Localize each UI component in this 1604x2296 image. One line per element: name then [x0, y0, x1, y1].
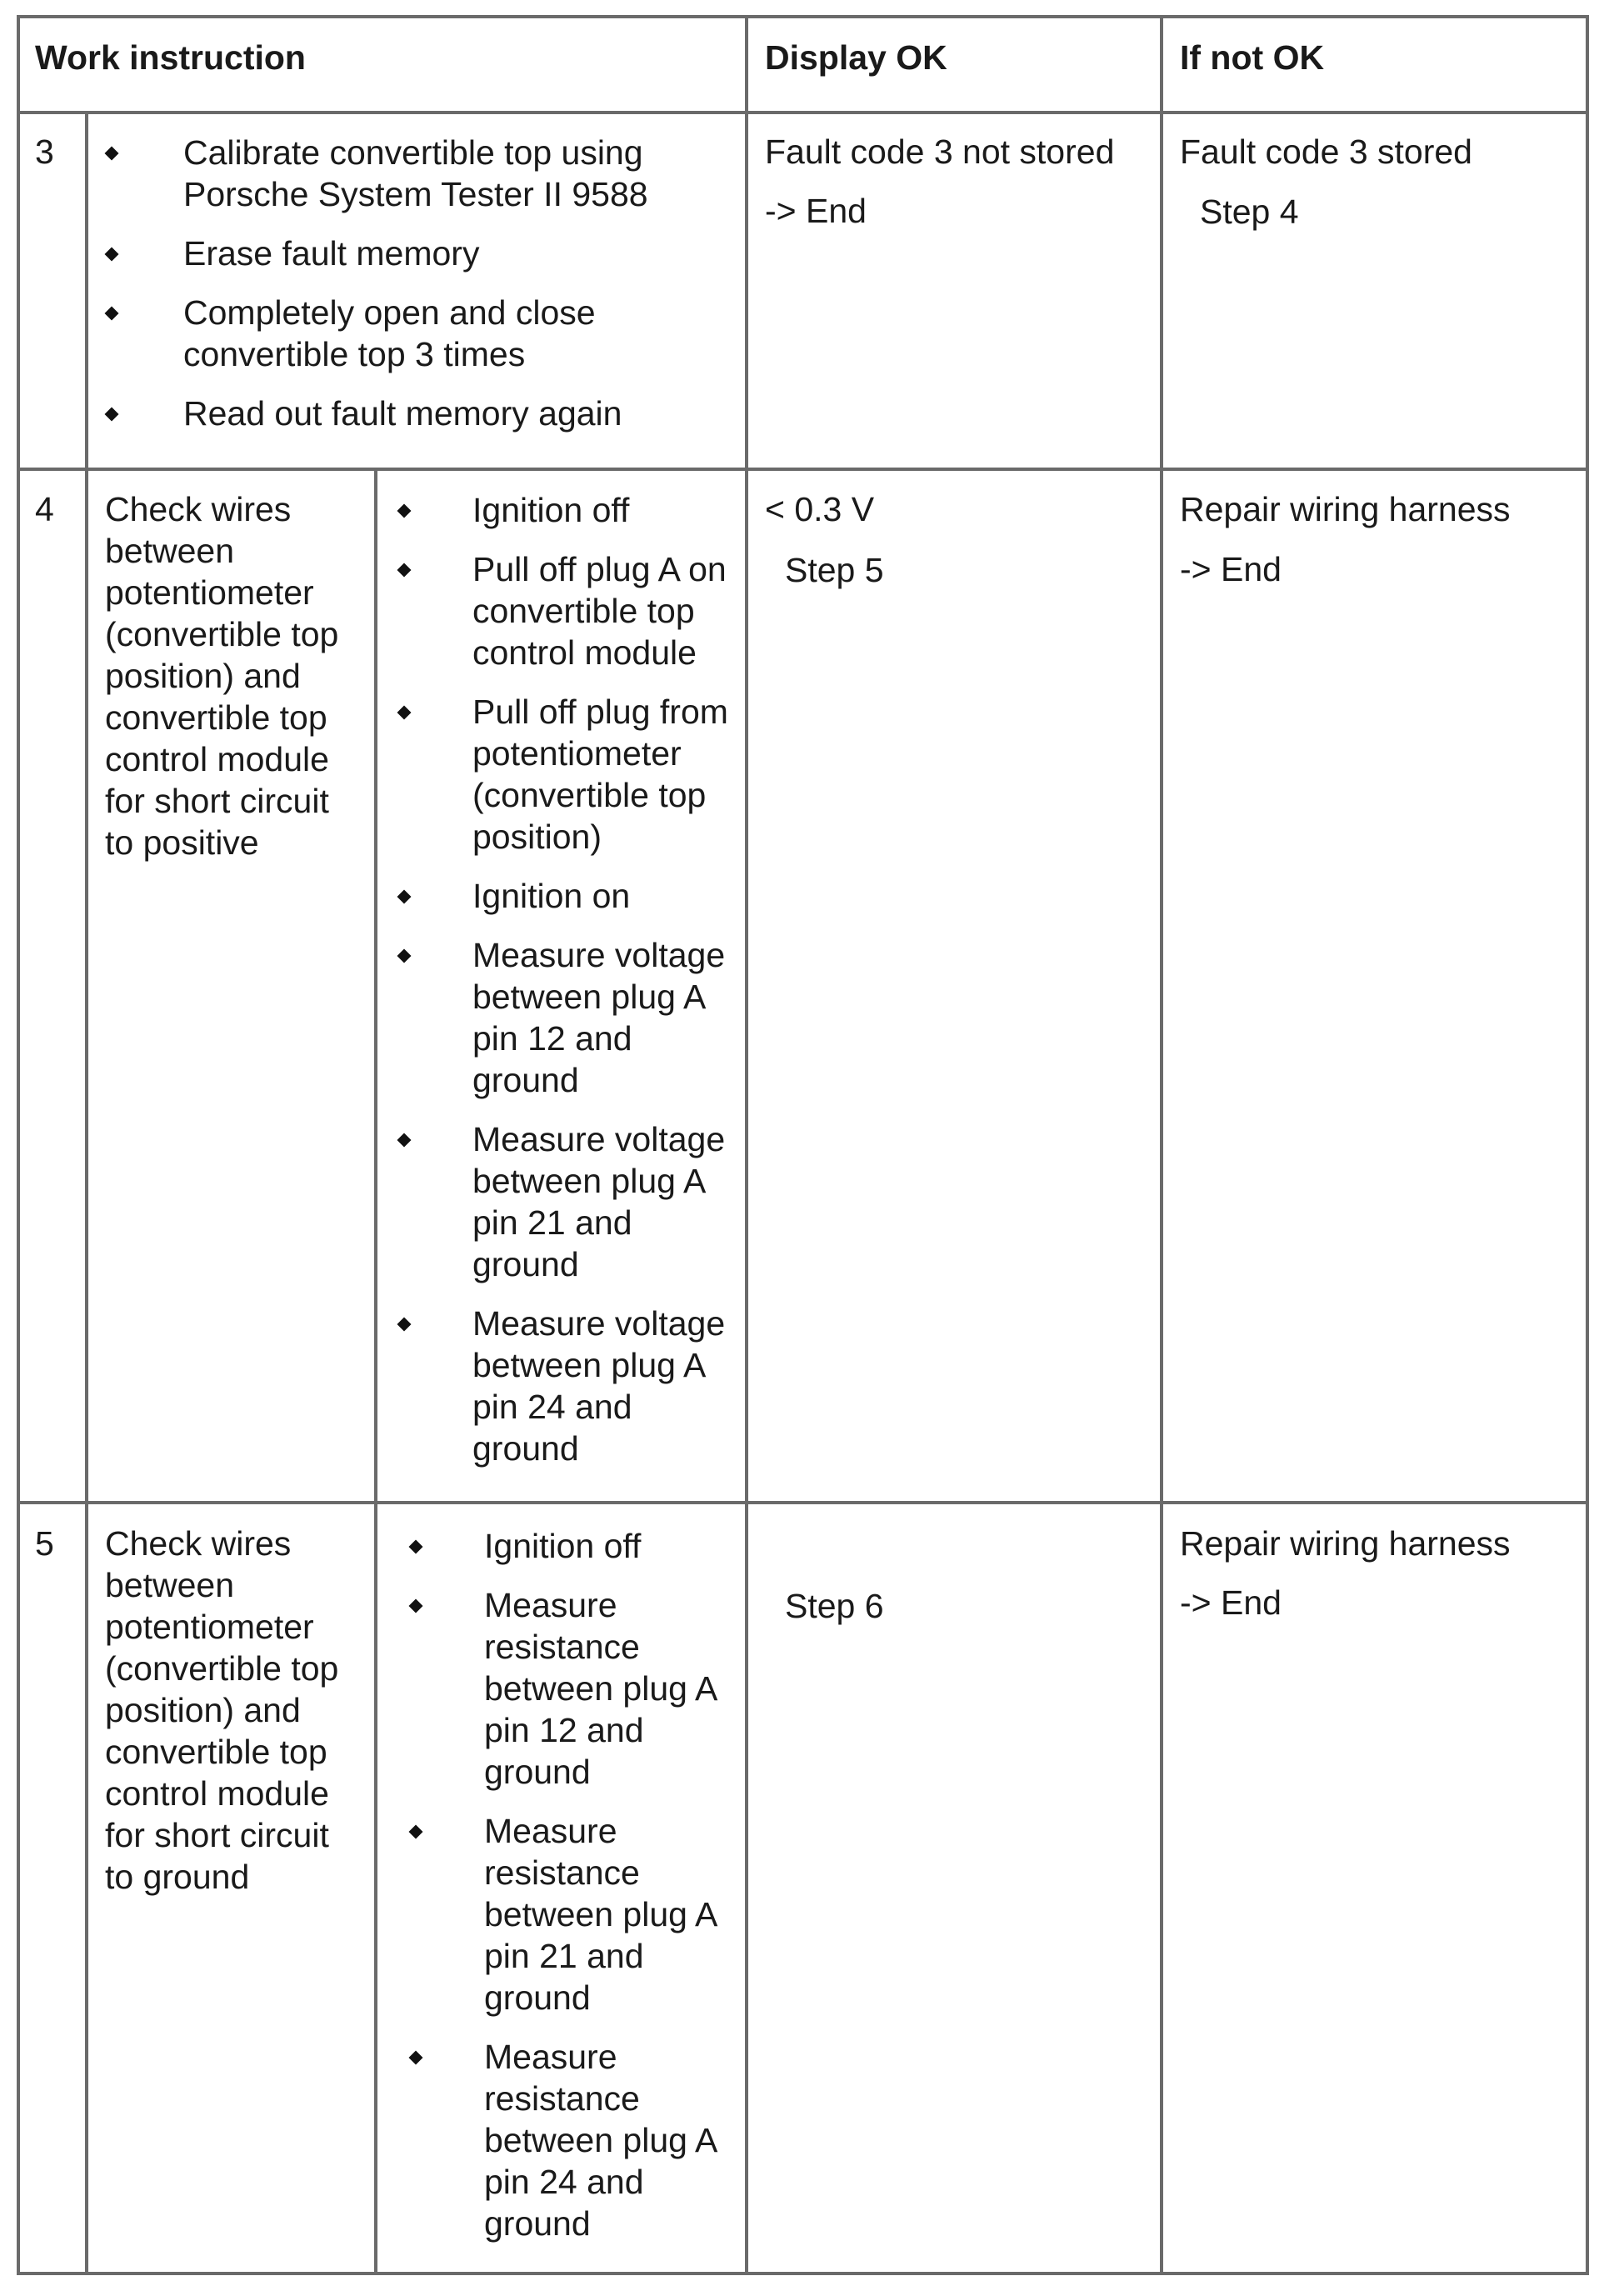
table-border-right — [1586, 15, 1589, 2275]
list-item: Measure voltage between plug A pin 12 and ground — [392, 934, 742, 1101]
list-item: Measure resistance between plug A pin 24 and ground — [404, 2036, 742, 2244]
bullet-diamond-icon — [105, 307, 119, 321]
row-divider-3-4 — [17, 468, 1589, 471]
column-divider-display-ok — [745, 15, 748, 2275]
step-number: 3 — [35, 133, 54, 171]
bullet-diamond-icon — [397, 1133, 412, 1148]
bullet-diamond-icon — [409, 1540, 423, 1554]
bullet-diamond-icon — [397, 949, 412, 963]
list-item: Measure voltage between plug A pin 24 and ground — [392, 1303, 742, 1469]
display-ok-line: < 0.3 V — [765, 490, 875, 528]
instruction-list — [404, 1525, 742, 2262]
bullet-diamond-icon — [397, 706, 412, 720]
column-divider-description — [374, 468, 377, 2275]
if-not-ok-line: Fault code 3 stored — [1180, 133, 1472, 171]
table-border-left — [17, 15, 20, 2275]
column-divider-step-number — [85, 111, 88, 2275]
display-ok-line: Fault code 3 not stored — [765, 133, 1115, 171]
step-description: Check wires between potentiometer (convertible top position) and convertible top control module for short circuit to ground — [105, 1524, 339, 1896]
bullet-diamond-icon — [397, 504, 412, 518]
display-ok-line: Step 5 — [785, 551, 884, 589]
if-not-ok-line: Repair wiring harness — [1180, 490, 1511, 528]
bullet-diamond-icon — [105, 248, 119, 262]
row-divider-4-5 — [17, 1501, 1589, 1504]
bullet-diamond-icon — [397, 1318, 412, 1332]
bullet-diamond-icon — [409, 2051, 423, 2065]
header-work-instruction: Work instruction — [35, 38, 306, 77]
bullet-diamond-icon — [397, 890, 412, 904]
if-not-ok-line: Repair wiring harness — [1180, 1524, 1511, 1563]
list-item: Ignition off — [404, 1525, 742, 1567]
step-number: 4 — [35, 490, 54, 528]
step-number: 5 — [35, 1524, 54, 1563]
if-not-ok-line: -> End — [1180, 1583, 1282, 1622]
list-item: Read out fault memory again — [103, 393, 737, 434]
instruction-list — [103, 132, 737, 452]
bullet-diamond-icon — [105, 147, 119, 161]
bullet-diamond-icon — [105, 408, 119, 422]
list-item: Pull off plug A on convertible top control module — [392, 548, 742, 673]
bullet-diamond-icon — [409, 1599, 423, 1613]
list-item: Erase fault memory — [103, 233, 737, 274]
header-divider — [17, 111, 1589, 114]
list-item: Calibrate convertible top using Porsche System Tester II 9588 — [103, 132, 737, 215]
if-not-ok-line: -> End — [1180, 550, 1282, 588]
if-not-ok-line: Step 4 — [1200, 193, 1299, 231]
list-item: Pull off plug from potentiometer (convertible top position) — [392, 691, 742, 858]
list-item: Ignition off — [392, 489, 742, 531]
column-divider-if-not-ok — [1160, 15, 1163, 2275]
bullet-diamond-icon — [409, 1825, 423, 1839]
table-border-bottom — [17, 2272, 1589, 2275]
header-display-ok: Display OK — [765, 38, 947, 77]
list-item: Completely open and close convertible top 3 times — [103, 292, 737, 375]
table-border-top — [17, 15, 1589, 18]
display-ok-line: Step 6 — [785, 1587, 884, 1625]
list-item: Measure resistance between plug A pin 21 and ground — [404, 1810, 742, 2018]
list-item: Measure voltage between plug A pin 21 and ground — [392, 1118, 742, 1285]
list-item: Measure resistance between plug A pin 12 and ground — [404, 1584, 742, 1793]
bullet-diamond-icon — [397, 563, 412, 578]
list-item: Ignition on — [392, 875, 742, 917]
instruction-list — [392, 489, 742, 1487]
step-description: Check wires between potentiometer (convertible top position) and convertible top control module for short circuit to positive — [105, 490, 339, 862]
header-if-not-ok: If not OK — [1180, 38, 1325, 77]
display-ok-line: -> End — [765, 192, 867, 230]
